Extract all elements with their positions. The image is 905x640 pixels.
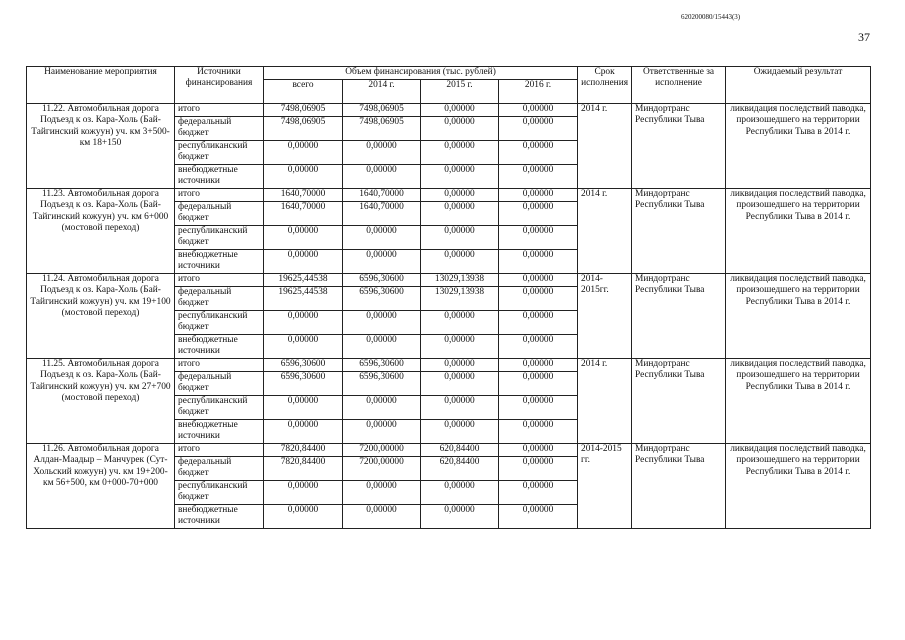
- funding-source-cell: федеральный бюджет: [175, 287, 264, 311]
- measure-name-cell: 11.26. Автомобильная дорога Алдан-Маадыр – Манчурек (Сут-Хольский кожуун) уч. км 19+200-км 56+500, км 0+000-70+000: [27, 444, 175, 529]
- amount-cell: 0,00000: [499, 359, 578, 372]
- amount-cell: 0,00000: [499, 287, 578, 311]
- funding-source-cell: внебюджетные источники: [175, 505, 264, 529]
- amount-cell: 1640,70000: [264, 202, 343, 226]
- amount-cell: 6596,30600: [343, 359, 421, 372]
- amount-cell: 13029,13938: [421, 287, 499, 311]
- amount-cell: 0,00000: [421, 117, 499, 141]
- amount-cell: 0,00000: [421, 420, 499, 444]
- expected-result-cell: ликвидация последствий паводка, произошедшего на территории Республики Тыва в 2014 г.: [726, 359, 871, 444]
- funding-source-cell: итого: [175, 359, 264, 372]
- responsible-cell: Миндортранс Республики Тыва: [632, 444, 726, 529]
- amount-cell: 0,00000: [499, 250, 578, 274]
- amount-cell: 0,00000: [343, 165, 421, 189]
- amount-cell: 0,00000: [264, 396, 343, 420]
- amount-cell: 0,00000: [499, 189, 578, 202]
- funding-source-cell: федеральный бюджет: [175, 457, 264, 481]
- amount-cell: 1640,70000: [343, 202, 421, 226]
- amount-cell: 6596,30600: [343, 287, 421, 311]
- amount-cell: 0,00000: [421, 250, 499, 274]
- amount-cell: 620,84400: [421, 444, 499, 457]
- amount-cell: 0,00000: [264, 165, 343, 189]
- amount-cell: 0,00000: [499, 311, 578, 335]
- funding-source-cell: итого: [175, 189, 264, 202]
- amount-cell: 0,00000: [499, 202, 578, 226]
- term-cell: 2014 г.: [578, 359, 632, 444]
- amount-cell: 19625,44538: [264, 274, 343, 287]
- amount-cell: 0,00000: [343, 396, 421, 420]
- amount-cell: 0,00000: [421, 202, 499, 226]
- amount-cell: 0,00000: [343, 420, 421, 444]
- amount-cell: 0,00000: [264, 311, 343, 335]
- amount-cell: 0,00000: [499, 372, 578, 396]
- funding-source-cell: республиканский бюджет: [175, 481, 264, 505]
- amount-cell: 0,00000: [421, 335, 499, 359]
- funding-source-cell: итого: [175, 274, 264, 287]
- amount-cell: 0,00000: [421, 396, 499, 420]
- amount-cell: 0,00000: [499, 396, 578, 420]
- table-row: [27, 444, 871, 457]
- amount-cell: 0,00000: [343, 250, 421, 274]
- expected-result-cell: ликвидация последствий паводка, произошедшего на территории Республики Тыва в 2014 г.: [726, 444, 871, 529]
- page-number: 37: [858, 30, 870, 44]
- amount-cell: 0,00000: [264, 505, 343, 529]
- amount-cell: 7820,84400: [264, 457, 343, 481]
- funding-source-cell: республиканский бюджет: [175, 226, 264, 250]
- amount-cell: 6596,30600: [264, 372, 343, 396]
- table-row: [27, 104, 871, 117]
- amount-cell: 0,00000: [343, 335, 421, 359]
- funding-source-cell: внебюджетные источники: [175, 165, 264, 189]
- amount-cell: 0,00000: [421, 372, 499, 396]
- amount-cell: 1640,70000: [264, 189, 343, 202]
- table-body: [27, 104, 871, 529]
- amount-cell: 7200,00000: [343, 457, 421, 481]
- col-name-header: Наименование мероприятия: [27, 67, 175, 104]
- amount-cell: 6596,30600: [264, 359, 343, 372]
- table-row: [27, 274, 871, 287]
- table-header: [27, 67, 871, 104]
- document-number: 620200080/15443(3): [681, 13, 741, 21]
- col-volume-header: Объем финансирования (тыс. рублей): [264, 67, 578, 80]
- expected-result-cell: ликвидация последствий паводка, произошедшего на территории Республики Тыва в 2014 г.: [726, 274, 871, 359]
- funding-source-cell: республиканский бюджет: [175, 311, 264, 335]
- amount-cell: 0,00000: [421, 505, 499, 529]
- col-2014-header: 2014 г.: [343, 80, 421, 104]
- amount-cell: 0,00000: [499, 165, 578, 189]
- amount-cell: 0,00000: [499, 141, 578, 165]
- amount-cell: 0,00000: [421, 311, 499, 335]
- amount-cell: 0,00000: [499, 444, 578, 457]
- amount-cell: 0,00000: [421, 189, 499, 202]
- amount-cell: 0,00000: [264, 481, 343, 505]
- amount-cell: 7498,06905: [343, 104, 421, 117]
- term-cell: 2014-2015гг.: [578, 274, 632, 359]
- amount-cell: 0,00000: [421, 359, 499, 372]
- amount-cell: 0,00000: [343, 141, 421, 165]
- amount-cell: 0,00000: [264, 335, 343, 359]
- amount-cell: 6596,30600: [343, 372, 421, 396]
- term-cell: 2014 г.: [578, 189, 632, 274]
- amount-cell: 19625,44538: [264, 287, 343, 311]
- col-source-header: Источники финансирования: [175, 67, 264, 104]
- amount-cell: 0,00000: [264, 250, 343, 274]
- responsible-cell: Миндортранс Республики Тыва: [632, 359, 726, 444]
- amount-cell: 0,00000: [421, 481, 499, 505]
- funding-source-cell: республиканский бюджет: [175, 141, 264, 165]
- amount-cell: 0,00000: [264, 141, 343, 165]
- col-2016-header: 2016 г.: [499, 80, 578, 104]
- amount-cell: 0,00000: [499, 226, 578, 250]
- amount-cell: 0,00000: [421, 141, 499, 165]
- funding-source-cell: внебюджетные источники: [175, 420, 264, 444]
- amount-cell: 0,00000: [264, 420, 343, 444]
- funding-source-cell: федеральный бюджет: [175, 202, 264, 226]
- amount-cell: 0,00000: [421, 226, 499, 250]
- amount-cell: 0,00000: [499, 481, 578, 505]
- funding-source-cell: внебюджетные источники: [175, 250, 264, 274]
- amount-cell: 0,00000: [421, 165, 499, 189]
- col-2015-header: 2015 г.: [421, 80, 499, 104]
- measure-name-cell: 11.25. Автомобильная дорога Подъезд к оз. Кара-Холь (Бай-Тайгинский кожуун) уч. км 27+700 (мостовой переход): [27, 359, 175, 444]
- funding-source-cell: республиканский бюджет: [175, 396, 264, 420]
- amount-cell: 7498,06905: [264, 104, 343, 117]
- amount-cell: 0,00000: [343, 226, 421, 250]
- financing-table: [26, 66, 871, 529]
- amount-cell: 13029,13938: [421, 274, 499, 287]
- measure-name-cell: 11.22. Автомобильная дорога Подъезд к оз. Кара-Холь (Бай-Тайгинский кожуун) уч. км 3+500-км 18+150: [27, 104, 175, 189]
- funding-source-cell: федеральный бюджет: [175, 117, 264, 141]
- amount-cell: 0,00000: [499, 457, 578, 481]
- responsible-cell: Миндортранс Республики Тыва: [632, 104, 726, 189]
- col-result-header: Ожидаемый результат: [726, 67, 871, 104]
- amount-cell: 7498,06905: [264, 117, 343, 141]
- table-row: [27, 359, 871, 372]
- funding-source-cell: итого: [175, 104, 264, 117]
- col-total-header: всего: [264, 80, 343, 104]
- responsible-cell: Миндортранс Республики Тыва: [632, 189, 726, 274]
- term-cell: 2014 г.: [578, 104, 632, 189]
- amount-cell: 7498,06905: [343, 117, 421, 141]
- amount-cell: 0,00000: [264, 226, 343, 250]
- table-row: [27, 189, 871, 202]
- measure-name-cell: 11.24. Автомобильная дорога Подъезд к оз. Кара-Холь (Бай-Тайгинский кожуун) уч. км 19+100 (мостовой переход): [27, 274, 175, 359]
- amount-cell: 0,00000: [343, 311, 421, 335]
- amount-cell: 6596,30600: [343, 274, 421, 287]
- expected-result-cell: ликвидация последствий паводка, произошедшего на территории Республики Тыва в 2014 г.: [726, 189, 871, 274]
- col-term-header: Срок исполнения: [578, 67, 632, 104]
- responsible-cell: Миндортранс Республики Тыва: [632, 274, 726, 359]
- amount-cell: 0,00000: [499, 420, 578, 444]
- amount-cell: 1640,70000: [343, 189, 421, 202]
- expected-result-cell: ликвидация последствий паводка, произошедшего на территории Республики Тыва в 2014 г.: [726, 104, 871, 189]
- amount-cell: 0,00000: [343, 505, 421, 529]
- amount-cell: 7200,00000: [343, 444, 421, 457]
- amount-cell: 0,00000: [499, 104, 578, 117]
- funding-source-cell: внебюджетные источники: [175, 335, 264, 359]
- amount-cell: 0,00000: [499, 335, 578, 359]
- amount-cell: 620,84400: [421, 457, 499, 481]
- col-responsible-header: Ответственные за исполнение: [632, 67, 726, 104]
- amount-cell: 0,00000: [421, 104, 499, 117]
- amount-cell: 0,00000: [499, 505, 578, 529]
- amount-cell: 0,00000: [499, 274, 578, 287]
- term-cell: 2014-2015 гг.: [578, 444, 632, 529]
- amount-cell: 0,00000: [499, 117, 578, 141]
- amount-cell: 7820,84400: [264, 444, 343, 457]
- funding-source-cell: федеральный бюджет: [175, 372, 264, 396]
- funding-source-cell: итого: [175, 444, 264, 457]
- measure-name-cell: 11.23. Автомобильная дорога Подъезд к оз. Кара-Холь (Бай-Тайгинский кожуун) уч. км 6+000 (мостовой переход): [27, 189, 175, 274]
- amount-cell: 0,00000: [343, 481, 421, 505]
